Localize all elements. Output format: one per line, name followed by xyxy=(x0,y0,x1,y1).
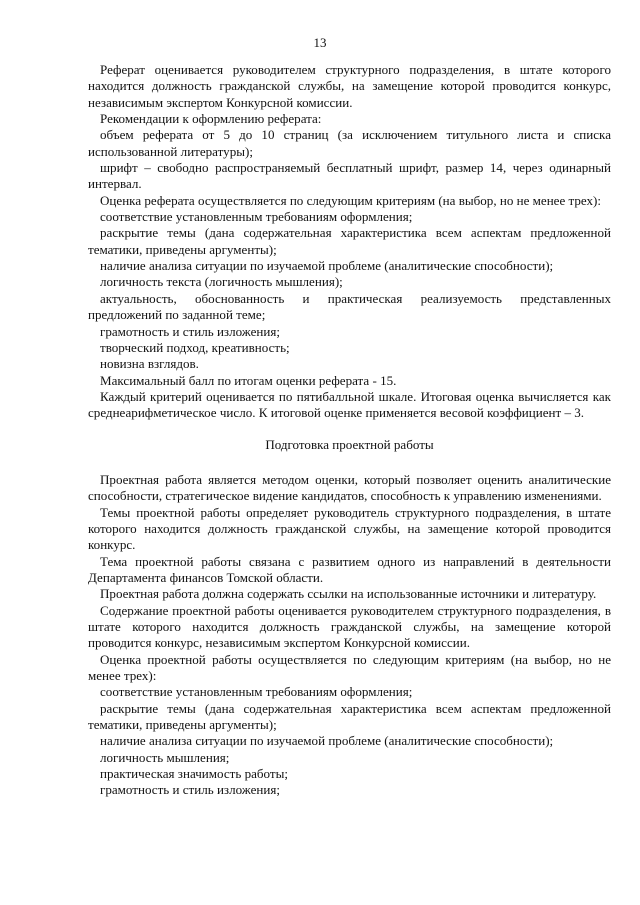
list-item: новизна взглядов. xyxy=(100,356,199,372)
list-item: раскрытие темы (дана содержательная характеристика всем аспектам предложенной тематики, приведены аргументы); xyxy=(88,225,611,257)
paragraph: Оценка проектной работы осуществляется по следующим критериям (на выбор, но не менее трех): xyxy=(88,651,611,684)
paragraph: Проектная работа является методом оценки, который позволяет оценить аналитические способности, стратегическое видение кандидатов, способность к управлению изменениями. xyxy=(88,471,611,504)
paragraph: Содержание проектной работы оценивается руководителем структурного подразделения, в штате которого находится должность гражданской службы, на замещение которой проводится конкурс, независимым экспертом Конкурсной комиссии. xyxy=(88,602,611,651)
page-number: 13 xyxy=(313,35,327,50)
document-body xyxy=(88,62,611,799)
paragraph: Каждый критерий оценивается по пятибалльной шкале. Итоговая оценка вычисляется как среднеарифметическое число. К итоговой оценке применяется весовой коэффициент – 3. xyxy=(88,388,611,421)
paragraph: Оценка реферата осуществляется по следующим критериям (на выбор, но не менее трех): xyxy=(100,192,602,208)
list-item: объем реферата от 5 до 10 страниц (за исключением титульного листа и списка использованной литературы); xyxy=(88,127,611,159)
list-item: актуальность, обоснованность и практическая реализуемость представленных предложений по заданной теме; xyxy=(88,290,611,323)
essay-section xyxy=(88,62,611,422)
list-item: грамотность и стиль изложения; xyxy=(100,323,281,339)
paragraph: Максимальный балл по итогам оценки реферата - 15. xyxy=(100,372,397,388)
list-item: творческий подход, креативность; xyxy=(100,339,290,355)
list-item: наличие анализа ситуации по изучаемой проблеме (аналитические способности); xyxy=(100,258,554,274)
list-item: раскрытие темы (дана содержательная характеристика всем аспектам предложенной тематики, приведены аргументы); xyxy=(88,700,611,733)
list-item: практическая значимость работы; xyxy=(100,766,288,782)
section-heading: Подготовка проектной работы xyxy=(265,436,434,452)
list-item: соответствие установленным требованиям оформления; xyxy=(100,684,413,700)
list-item: соответствие установленным требованиям оформления; xyxy=(100,209,413,225)
list-item: наличие анализа ситуации по изучаемой проблеме (аналитические способности); xyxy=(100,733,554,749)
list-item: логичность текста (логичность мышления); xyxy=(100,274,343,290)
paragraph: Реферат оценивается руководителем структурного подразделения, в штате которого находится должность гражданской службы, на замещение которой проводится конкурс, независимым экспертом Конкурсной комиссии. xyxy=(88,62,611,110)
list-item: грамотность и стиль изложения; xyxy=(100,782,281,798)
list-item: шрифт – свободно распространяемый бесплатный шрифт, размер 14, через одинарный интервал. xyxy=(88,160,611,192)
paragraph: Тема проектной работы связана с развитием одного из направлений в деятельности Департамента финансов Томской области. xyxy=(88,553,611,585)
paragraph: Темы проектной работы определяет руководитель структурного подразделения, в штате которого находится должность гражданской службы, на замещение которой проводится конкурс. xyxy=(88,504,611,553)
project-section xyxy=(88,472,611,799)
paragraph: Проектная работа должна содержать ссылки на использованные источники и литературу. xyxy=(100,586,597,602)
list-item: логичность мышления; xyxy=(100,749,230,765)
paragraph: Рекомендации к оформлению реферата: xyxy=(100,111,322,127)
